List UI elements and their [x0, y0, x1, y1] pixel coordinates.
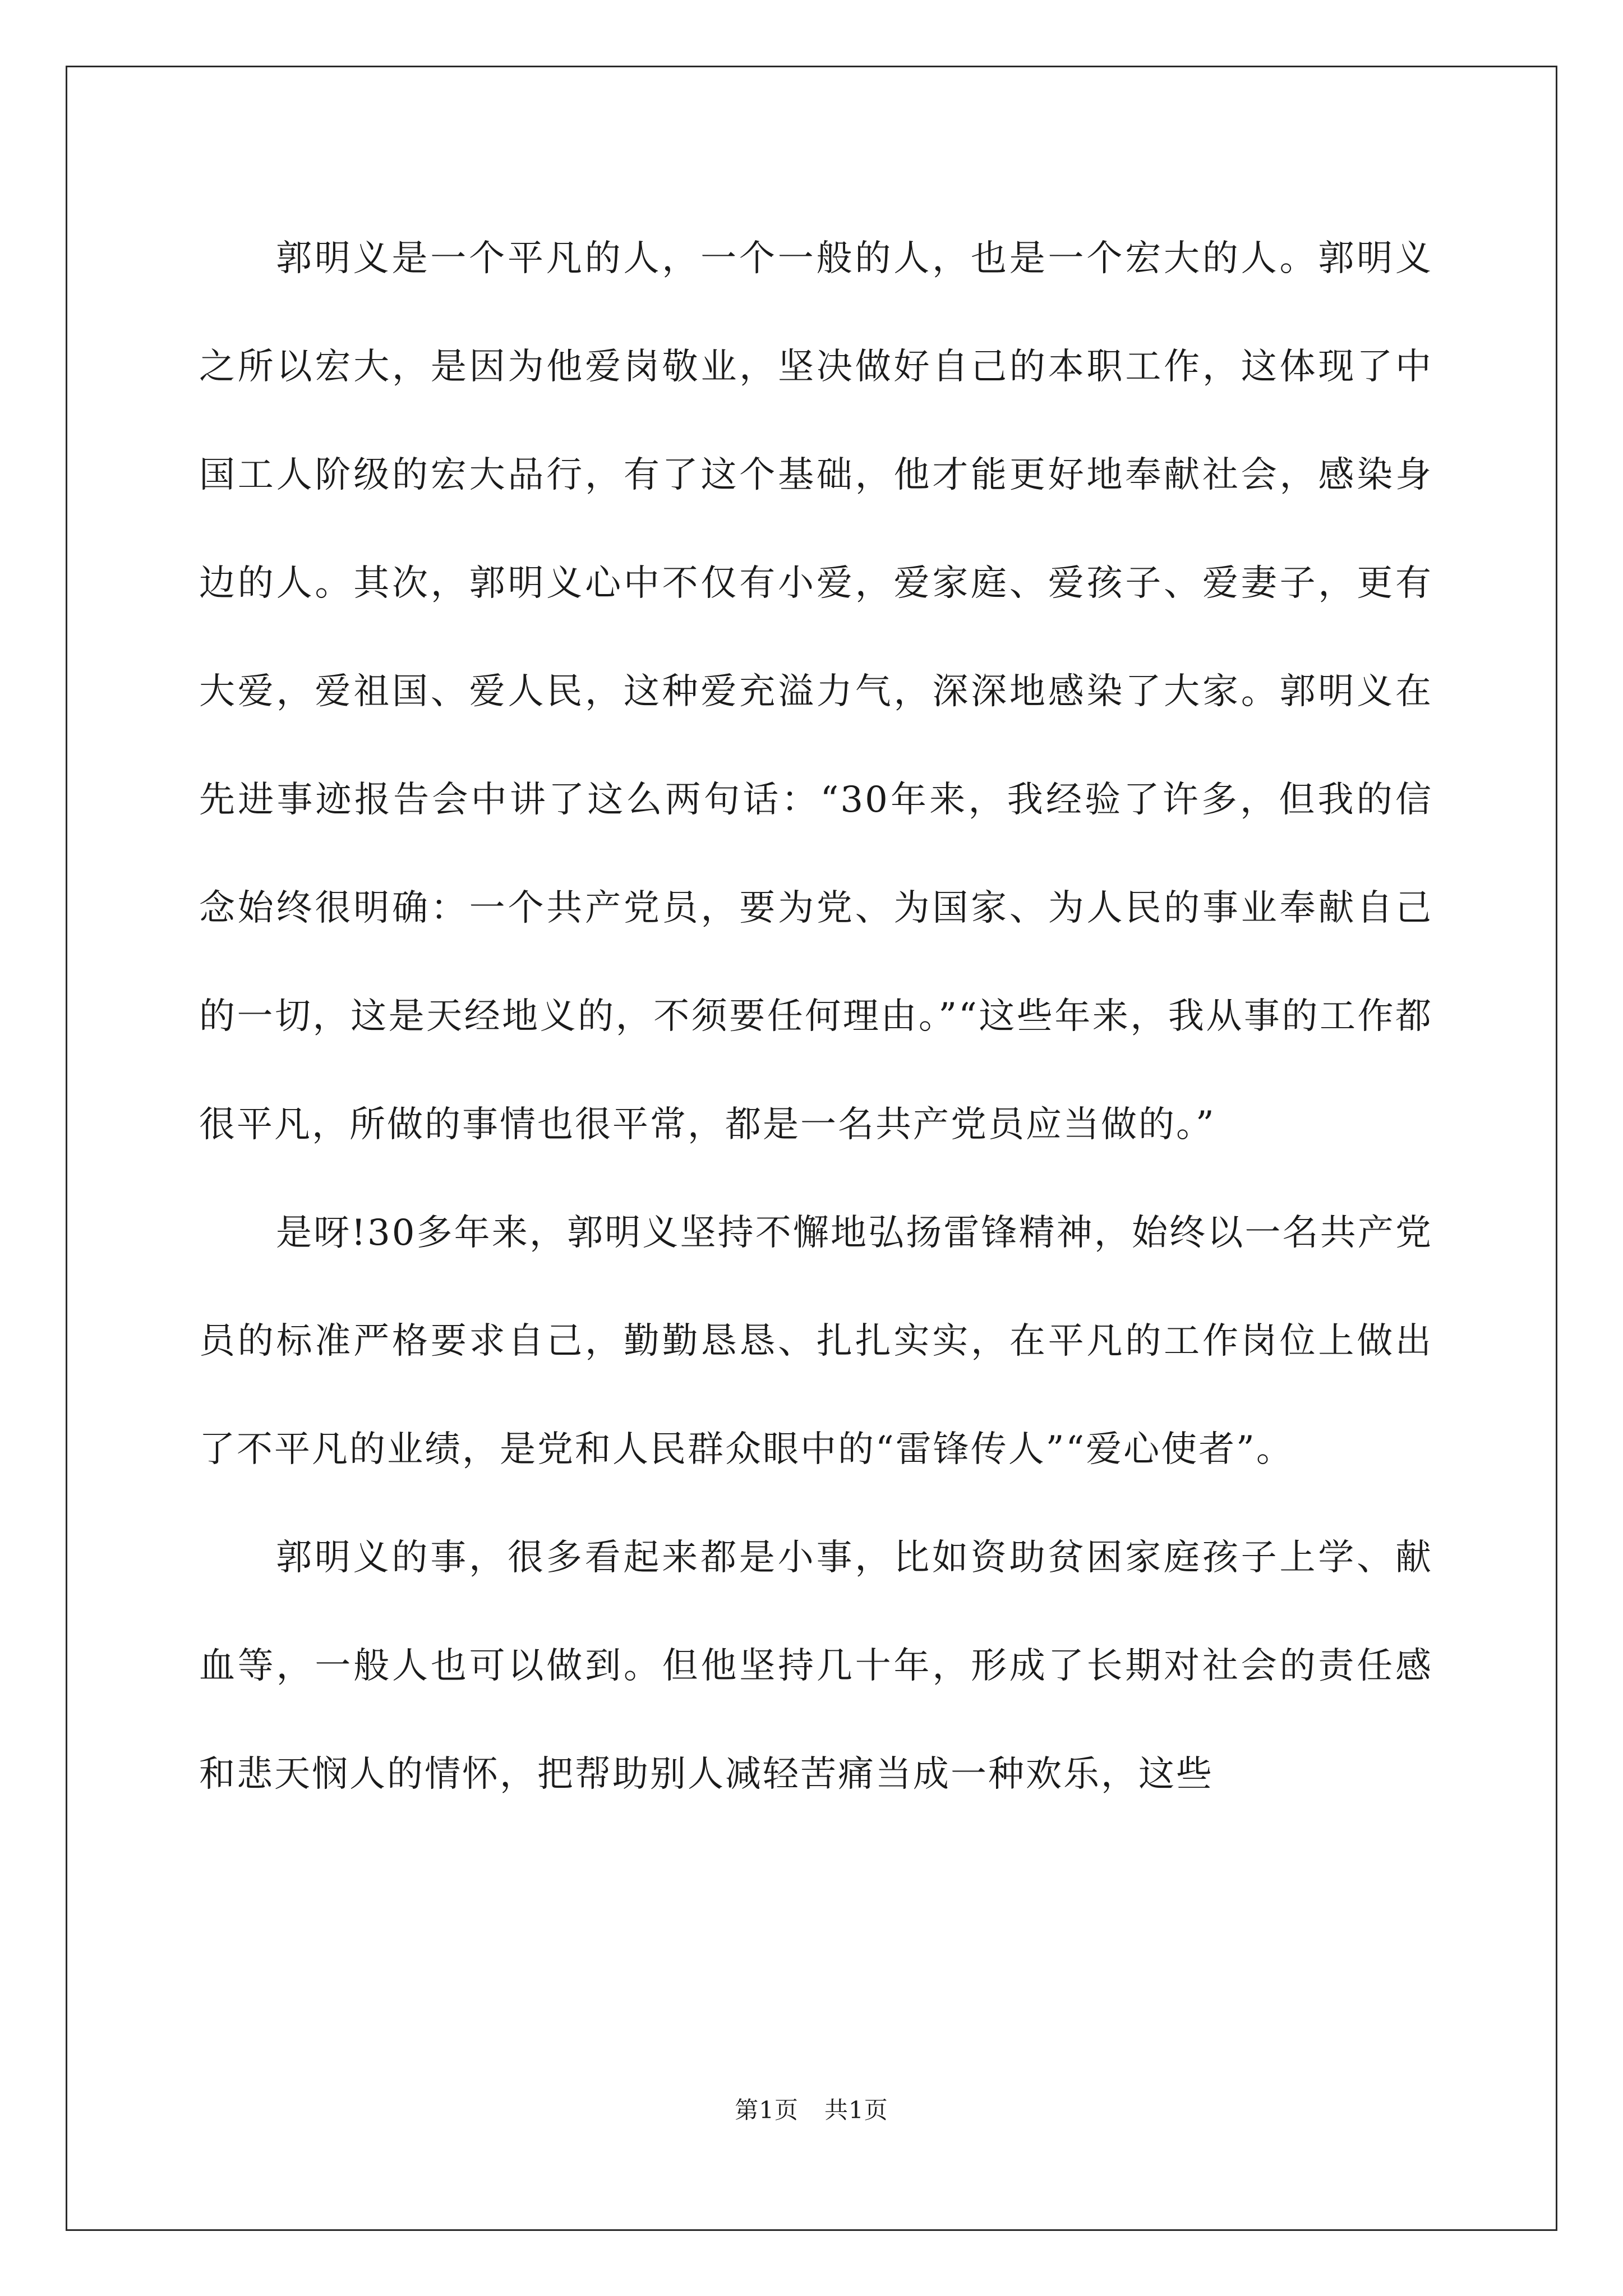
paragraph-2: 是呀!30多年来，郭明义坚持不懈地弘扬雷锋精神，始终以一名共产党员的标准严格要求自己，勤勤恳恳、扎扎实实，在平凡的工作岗位上做出了不平凡的业绩，是党和人民群众眼中的“雷锋传人”“爱心使者”。: [199, 1212, 1433, 1470]
page-number-total: 共1页: [824, 2096, 888, 2124]
page-number-current: 第1页: [735, 2096, 799, 2124]
document-body: [199, 205, 1433, 1829]
paragraph-3: 郭明义的事，很多看起来都是小事，比如资助贫困家庭孩子上学、献血等，一般人也可以做到。但他坚持几十年，形成了长期对社会的责任感和悲天悯人的情怀，把帮助别人减轻苦痛当成一种欢乐，这些: [199, 1537, 1433, 1795]
paragraph-1: 郭明义是一个平凡的人，一个一般的人，也是一个宏大的人。郭明义之所以宏大，是因为他爱岗敬业，坚决做好自己的本职工作，这体现了中国工人阶级的宏大品行，有了这个基础，他才能更好地奉献社会，感染身边的人。其次，郭明义心中不仅有小爱，爱家庭、爱孩子、爱妻子，更有大爱，爱祖国、爱人民，这种爱充溢力气，深深地感染了大家。郭明义在先进事迹报告会中讲了这么两句话：“30年来，我经验了许多，但我的信念始终很明确：一个共产党员，要为党、为国家、为人民的事业奉献自己的一切，这是天经地义的，不须要任何理由。”“这些年来，我从事的工作都很平凡，所做的事情也很平常，都是一名共产党员应当做的。”: [199, 238, 1433, 1145]
page-footer: [0, 2093, 1623, 2127]
